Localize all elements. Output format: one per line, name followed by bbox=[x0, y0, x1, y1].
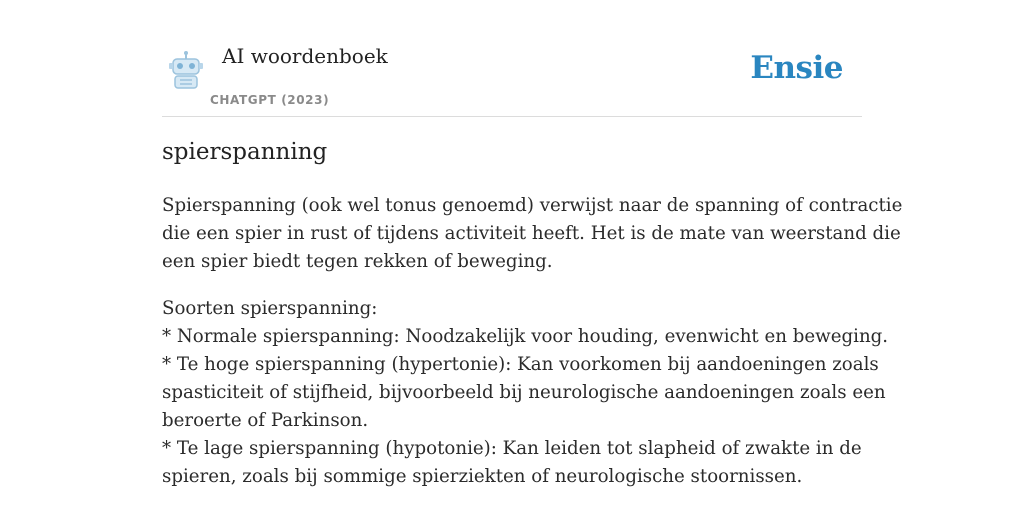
robot-icon bbox=[166, 50, 206, 90]
brand-logo[interactable]: Ensie bbox=[750, 50, 843, 86]
header bbox=[162, 0, 862, 117]
text-line: spasticiteit of stijfheid, bijvoorbeeld bij neurologische aandoeningen zoals een bbox=[162, 382, 886, 403]
text-line: beroerte of Parkinson. bbox=[162, 410, 369, 431]
text-line: * Normale spierspanning: Noodzakelijk voor houding, evenwicht en beweging. bbox=[162, 326, 889, 347]
text-line: die een spier in rust of tijdens activiteit heeft. Het is de mate van weerstand die bbox=[162, 223, 901, 244]
book-title[interactable]: AI woordenboek bbox=[222, 44, 388, 68]
text-line: * Te lage spierspanning (hypotonie): Kan leiden tot slapheid of zwakte in de bbox=[162, 438, 862, 459]
text-line: Spierspanning (ook wel tonus genoemd) verwijst naar de spanning of contractie bbox=[162, 195, 903, 216]
types-paragraph bbox=[162, 295, 889, 491]
page bbox=[162, 0, 903, 487]
entry-body bbox=[162, 192, 903, 510]
entry-headword: spierspanning bbox=[162, 139, 328, 165]
definition-paragraph bbox=[162, 192, 903, 276]
text-line: * Te hoge spierspanning (hypertonie): Kan voorkomen bij aandoeningen zoals bbox=[162, 354, 879, 375]
text-line: een spier biedt tegen rekken of beweging. bbox=[162, 251, 553, 272]
book-meta: CHATGPT (2023) bbox=[210, 93, 330, 107]
text-line: Soorten spierspanning: bbox=[162, 298, 378, 319]
text-line: spieren, zoals bij sommige spierziekten of neurologische stoornissen. bbox=[162, 466, 803, 487]
